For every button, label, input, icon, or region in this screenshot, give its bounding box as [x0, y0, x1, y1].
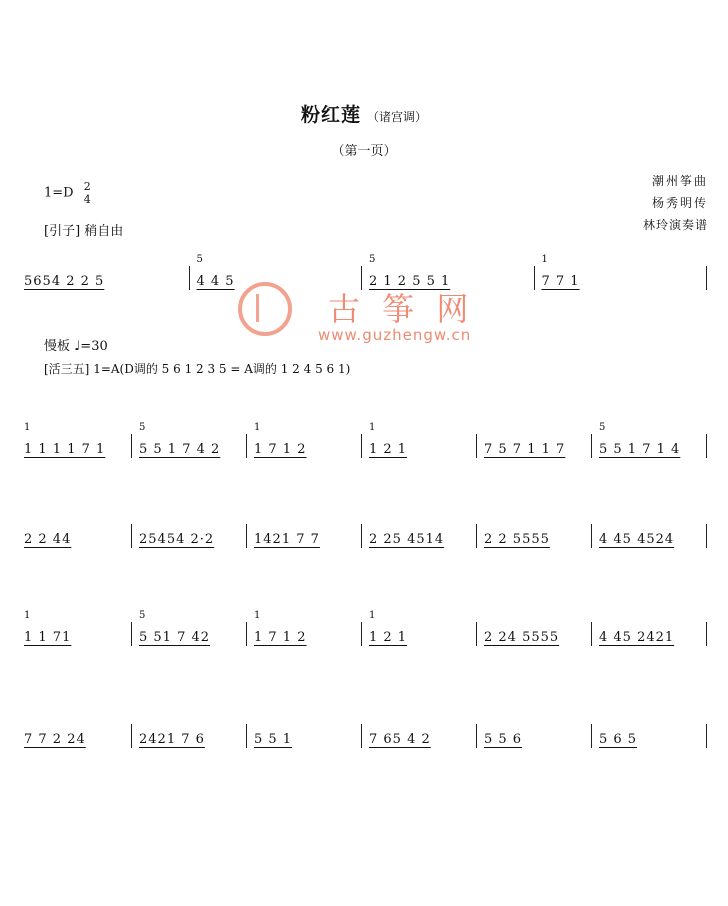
- upper-note: 1: [254, 610, 263, 621]
- measure-notes: 5 5 1 7 1 4: [599, 442, 681, 457]
- measure-notes: 5 5 1 7 4 2: [139, 442, 221, 457]
- measure: [133, 420, 248, 480]
- watermark-url: www.guzhengw.cn: [318, 326, 472, 344]
- barline: [476, 622, 477, 646]
- measure: [478, 608, 593, 668]
- upper-note: 1: [541, 254, 550, 265]
- measure-notes: 1 7 1 2: [254, 442, 307, 457]
- upper-note: 5: [139, 422, 148, 433]
- measure: [248, 608, 363, 668]
- tempo-value: =30: [80, 339, 108, 354]
- measure: [478, 420, 593, 480]
- measure-notes: 5 6 5: [599, 732, 638, 747]
- measure-notes: 2 1 2 5 5 1: [369, 274, 451, 289]
- barline: [706, 622, 707, 646]
- watermark-chinese: 古 筝 网: [328, 290, 475, 328]
- measure: [593, 608, 708, 668]
- time-signature: [84, 180, 91, 206]
- measure: [248, 510, 363, 570]
- measure: [133, 510, 248, 570]
- credit-1: 潮州筝曲: [651, 174, 708, 188]
- upper-note: 1: [24, 422, 33, 433]
- barline: [246, 724, 247, 748]
- intro-label: [44, 220, 123, 239]
- measure-notes: 1 2 1: [369, 630, 408, 645]
- barline: [534, 266, 535, 290]
- barline: [131, 622, 132, 646]
- measure: [478, 710, 593, 770]
- measure: [363, 510, 478, 570]
- barline: [189, 266, 190, 290]
- score-title: [0, 100, 728, 127]
- mode-section: [44, 360, 350, 377]
- measure: [18, 608, 133, 668]
- measure-notes: 1 1 71: [24, 630, 72, 645]
- upper-note: 1: [24, 610, 33, 621]
- measure: [363, 710, 478, 770]
- upper-note: 5: [599, 422, 608, 433]
- mode-text: 1=A(D调的 5 6 1 2 3 5 = A调的 1 2 4 5 6 1): [93, 362, 351, 376]
- measure-notes: 2 2 5555: [484, 532, 550, 547]
- measure-notes: 4 45 2421: [599, 630, 675, 645]
- measure: [18, 252, 191, 312]
- measure-notes: 1 7 1 2: [254, 630, 307, 645]
- barline: [706, 434, 707, 458]
- measure-notes: 5 51 7 42: [139, 630, 211, 645]
- measure: [536, 252, 709, 312]
- barline: [706, 524, 707, 548]
- upper-note: 1: [369, 422, 378, 433]
- measure: [478, 510, 593, 570]
- barline: [246, 434, 247, 458]
- measure-notes: 5 5 6: [484, 732, 523, 747]
- barline: [246, 622, 247, 646]
- barline: [706, 266, 707, 290]
- barline: [706, 724, 707, 748]
- barline: [361, 434, 362, 458]
- measure: [248, 420, 363, 480]
- barline: [131, 434, 132, 458]
- measure-notes: 7 7 2 24: [24, 732, 86, 747]
- measure: [133, 608, 248, 668]
- staff-intro-line: [18, 252, 708, 312]
- barline: [361, 266, 362, 290]
- barline: [131, 524, 132, 548]
- upper-note: 1: [254, 422, 263, 433]
- measure: [18, 510, 133, 570]
- staff-line-1: [18, 420, 708, 480]
- title-main: 粉红莲: [300, 104, 361, 126]
- measure-notes: 1421 7 7: [254, 532, 320, 547]
- upper-note: 1: [369, 610, 378, 621]
- barline: [361, 524, 362, 548]
- barline: [476, 434, 477, 458]
- page-label: （第一页）: [331, 144, 397, 159]
- credit-2: 杨秀明传: [651, 196, 708, 210]
- credit-3: 林玲演奏谱: [642, 218, 708, 232]
- barline: [131, 724, 132, 748]
- barline: [361, 724, 362, 748]
- measure-notes: 2421 7 6: [139, 732, 205, 747]
- measure-notes: 1 2 1: [369, 442, 408, 457]
- upper-note: 5: [139, 610, 148, 621]
- time-top: 2: [83, 180, 91, 193]
- barline: [591, 622, 592, 646]
- measure-notes: 5654 2 2 5: [24, 274, 105, 289]
- key-signature: [44, 180, 91, 206]
- tempo-marking: [44, 335, 108, 354]
- measure-notes: 1 1 1 1 7 1: [24, 442, 106, 457]
- intro-tag: [引子]: [44, 224, 81, 239]
- barline: [591, 724, 592, 748]
- upper-note: 5: [369, 254, 378, 265]
- mode-label: [活三五]: [44, 362, 90, 376]
- measure: [18, 710, 133, 770]
- measure: [363, 420, 478, 480]
- measure-notes: 25454 2·2: [139, 532, 215, 547]
- barline: [591, 524, 592, 548]
- measure: [133, 710, 248, 770]
- upper-note: 5: [196, 254, 205, 265]
- measure-notes: 4 4 5: [196, 274, 235, 289]
- measure: [363, 252, 536, 312]
- measure-notes: 2 24 5555: [484, 630, 560, 645]
- intro-instruction: 稍自由: [84, 224, 124, 239]
- measure-notes: 2 2 44: [24, 532, 72, 547]
- barline: [591, 434, 592, 458]
- measure: [593, 420, 708, 480]
- title-mode: （诸宫调）: [367, 110, 428, 124]
- staff-line-4: [18, 710, 708, 770]
- barline: [476, 724, 477, 748]
- measure: [593, 710, 708, 770]
- measure: [248, 710, 363, 770]
- staff-line-2: [18, 510, 708, 570]
- barline: [246, 524, 247, 548]
- barline: [361, 622, 362, 646]
- measure: [191, 252, 364, 312]
- measure: [363, 608, 478, 668]
- measure: [18, 420, 133, 480]
- measure: [593, 510, 708, 570]
- time-bottom: 4: [83, 193, 91, 206]
- measure-notes: 7 65 4 2: [369, 732, 431, 747]
- tempo-label: 慢板: [44, 339, 71, 354]
- measure-notes: 4 45 4524: [599, 532, 675, 547]
- barline: [476, 524, 477, 548]
- measure-notes: 5 5 1: [254, 732, 293, 747]
- measure-notes: 7 7 1: [541, 274, 580, 289]
- quarter-note-icon: ♩: [74, 339, 81, 354]
- measure-notes: 2 25 4514: [369, 532, 445, 547]
- key-value: 1=D: [44, 185, 74, 201]
- measure-notes: 7 5 7 1 1 7: [484, 442, 566, 457]
- staff-line-3: [18, 608, 708, 668]
